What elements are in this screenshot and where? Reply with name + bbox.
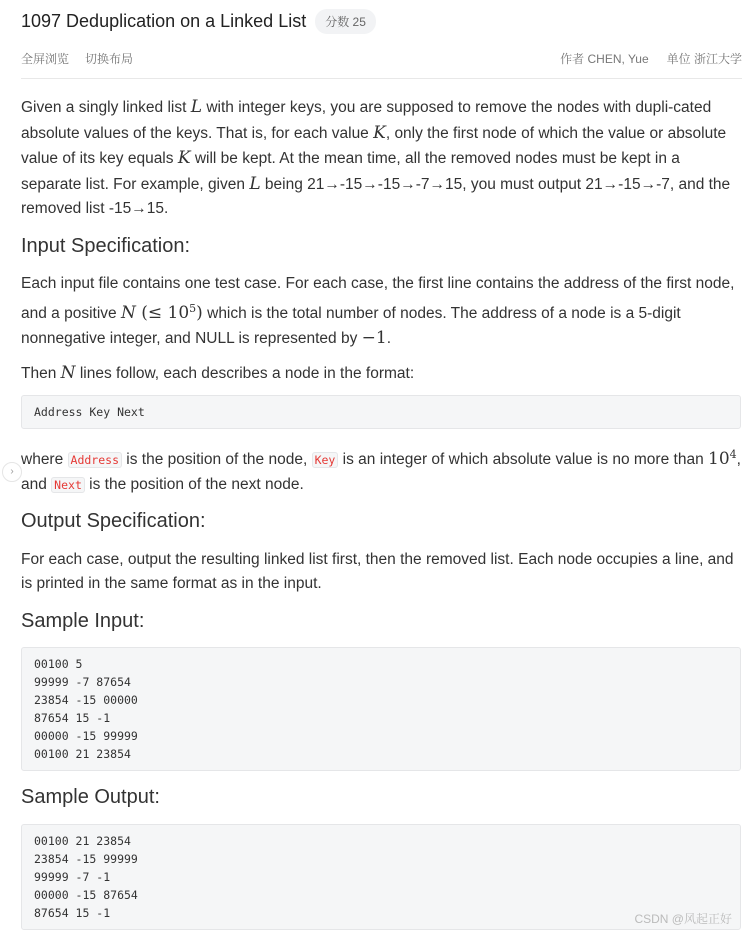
sample-output-heading: Sample Output: <box>21 786 160 809</box>
chevron-right-icon: › <box>10 466 14 477</box>
problem-header <box>21 9 376 34</box>
problem-content <box>21 95 741 944</box>
unit-label: 单位 浙江大学 <box>666 52 742 66</box>
watermark: CSDN @风起正好 <box>634 912 732 926</box>
sample-input-code: 00100 5 99999 -7 87654 23854 -15 00000 87654 15 -1 00000 -15 99999 00100 21 23854 <box>21 647 741 771</box>
toolbar <box>21 50 742 67</box>
input-spec-paragraph: Each input file contains one test case. For each case, the first line contains the address of the first node, and a positive N (≤ $10^5$) which is the total number of nodes. The address of a node is a 5-digit nonnegative integer, and NULL is represented by −1. <box>21 275 735 349</box>
description-paragraph: Given a singly linked list L with integer keys, you are supposed to remove the nodes with dupli-cated absolute values of the keys. That is, for each value K, only the first node of which the value or absolute value of its key equals K will be kept. At the mean time, all the removed nodes must be kept in a separate list. For example, given L being 21→-15→-15→-7→15, you must output 21→-15→-7, and the removed list -15→15. <box>21 97 731 217</box>
input-spec-heading: Input Specification: <box>21 234 190 257</box>
fullscreen-button[interactable]: 全屏浏览 <box>21 52 70 66</box>
format-code-block: Address Key Next <box>21 395 741 429</box>
author-label: 作者 CHEN, Yue <box>560 52 649 66</box>
score-badge: 分数 25 <box>315 9 376 34</box>
problem-title: 1097 Deduplication on a Linked List <box>21 11 307 31</box>
format-paragraph: Then N lines follow, each describes a node in the format: <box>21 362 415 383</box>
output-spec-paragraph: For each case, output the resulting linked list first, then the removed list. Each node occupies a line, and is printed in the same format as in the input. <box>21 550 734 593</box>
sample-input-heading: Sample Input: <box>21 609 145 632</box>
expand-panel-button[interactable] <box>2 462 22 482</box>
sample-output-code: 00100 21 23854 23854 -15 99999 99999 -7 -1 00000 -15 87654 87654 15 -1 <box>21 824 741 930</box>
field-description: where Address is the position of the node, Key is an integer of which absolute value is no more than $10^4$, and Next is the position of the next node. <box>21 448 741 493</box>
switch-layout-button[interactable]: 切换布局 <box>85 52 134 66</box>
output-spec-heading: Output Specification: <box>21 510 206 533</box>
divider <box>21 78 742 79</box>
